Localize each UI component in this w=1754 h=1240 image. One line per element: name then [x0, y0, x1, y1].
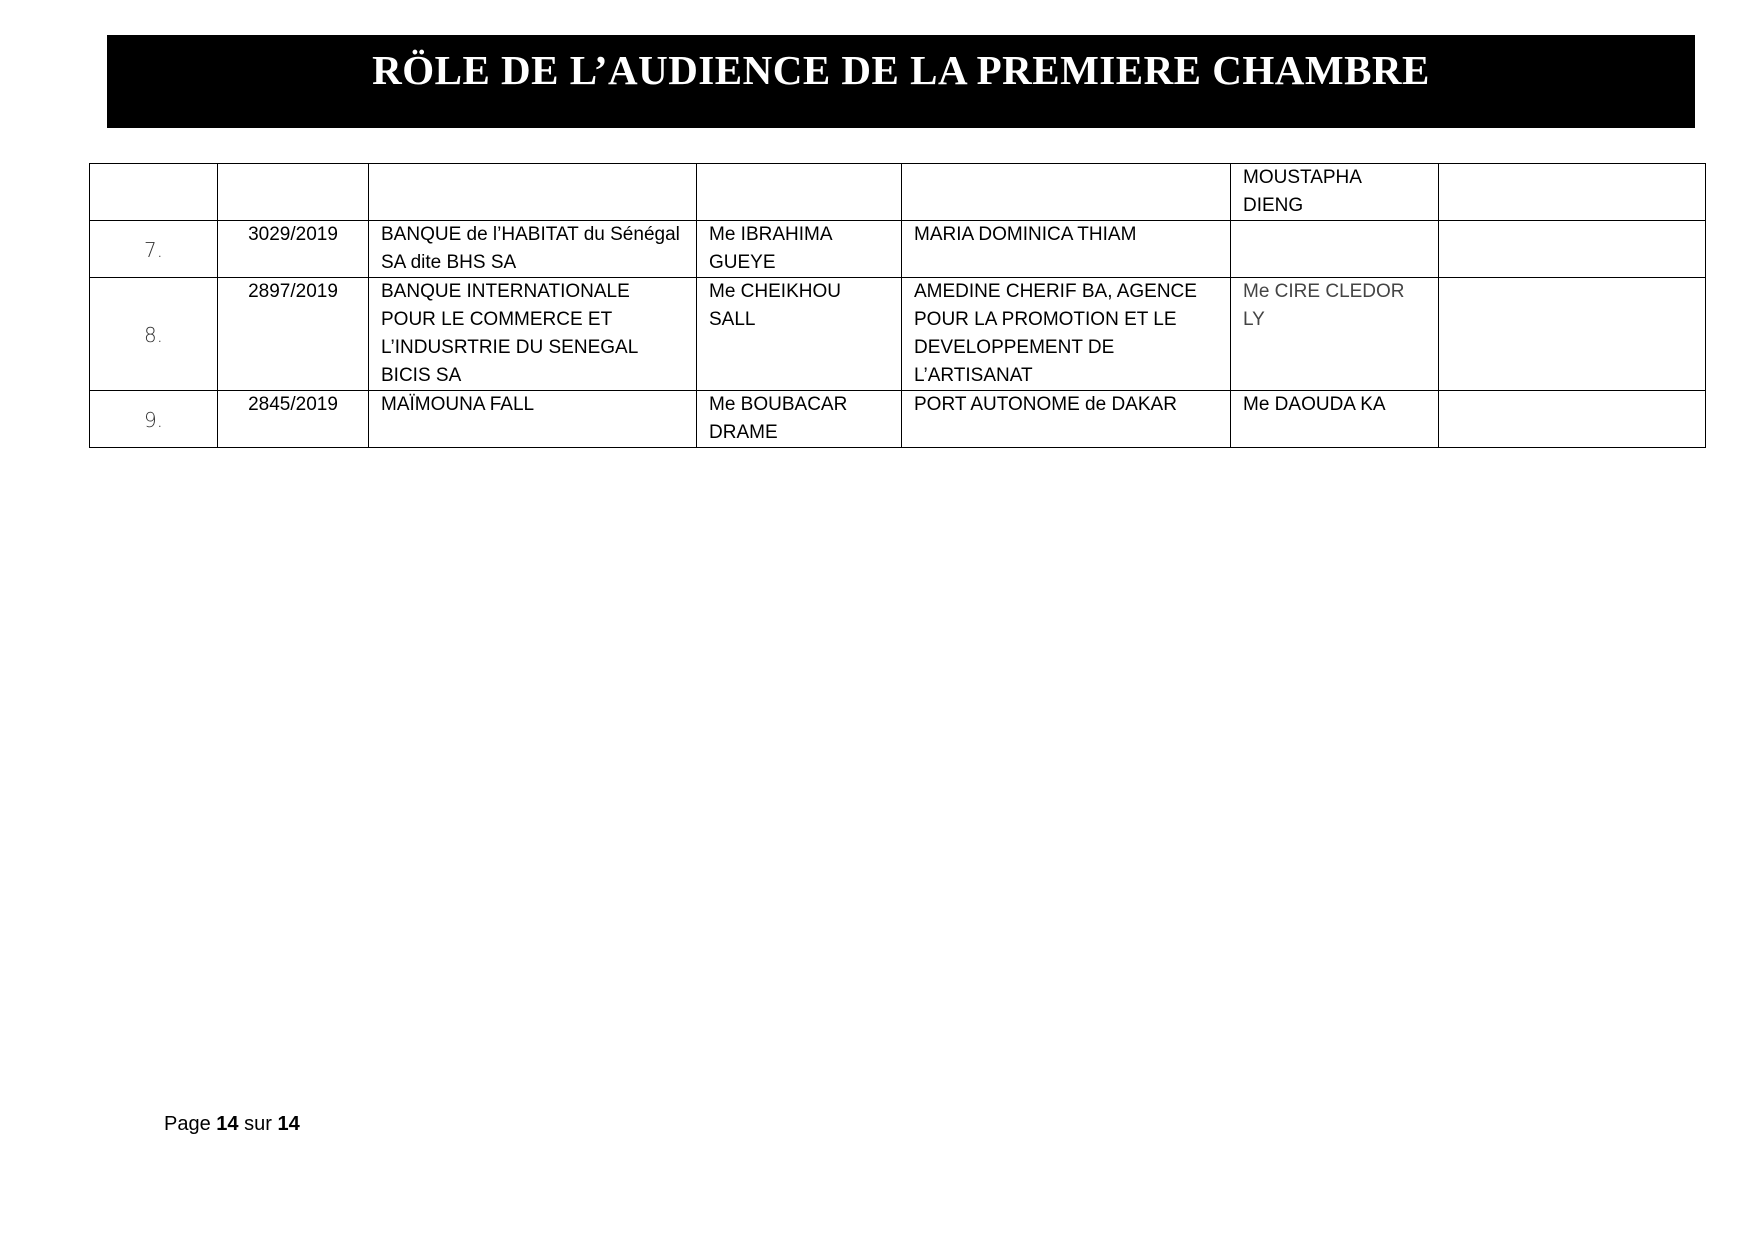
- total-pages-number: 14: [277, 1113, 300, 1135]
- plaintiff: [369, 164, 697, 221]
- plaintiff: BANQUE de l’HABITAT du Sénégal SA dite BHS SA: [369, 221, 697, 278]
- observations: [1439, 164, 1706, 221]
- header-banner: [107, 35, 1695, 128]
- page-footer: [164, 1113, 300, 1136]
- observations: [1439, 278, 1706, 391]
- case-number: 9.: [90, 391, 218, 448]
- case-reference: 3029/2019: [218, 221, 369, 278]
- case-number: 7.: [90, 221, 218, 278]
- defendant-lawyer: Me CIRE CLEDOR LY: [1231, 278, 1439, 391]
- defendant-lawyer: Me DAOUDA KA: [1231, 391, 1439, 448]
- case-number: [90, 164, 218, 221]
- table-row: [90, 221, 1706, 278]
- defendant-lawyer: [1231, 221, 1439, 278]
- defendant: PORT AUTONOME de DAKAR: [902, 391, 1231, 448]
- plaintiff: BANQUE INTERNATIONALE POUR LE COMMERCE ET L’INDUSRTRIE DU SENEGAL BICIS SA: [369, 278, 697, 391]
- defendant: [902, 164, 1231, 221]
- observations: [1439, 391, 1706, 448]
- plaintiff-lawyer: [697, 164, 902, 221]
- plaintiff-lawyer: Me IBRAHIMA GUEYE: [697, 221, 902, 278]
- plaintiff: MAÏMOUNA FALL: [369, 391, 697, 448]
- current-page-number: 14: [216, 1113, 239, 1135]
- case-reference: [218, 164, 369, 221]
- case-number: 8.: [90, 278, 218, 391]
- case-reference: 2897/2019: [218, 278, 369, 391]
- hearing-roll-table: [89, 163, 1706, 448]
- defendant-lawyer: MOUSTAPHA DIENG: [1231, 164, 1439, 221]
- table-row: [90, 164, 1706, 221]
- plaintiff-lawyer: Me BOUBACAR DRAME: [697, 391, 902, 448]
- observations: [1439, 221, 1706, 278]
- page-of-label: sur: [244, 1113, 272, 1135]
- defendant: AMEDINE CHERIF BA, AGENCE POUR LA PROMOTION ET LE DEVELOPPEMENT DE L’ARTISANAT: [902, 278, 1231, 391]
- plaintiff-lawyer: Me CHEIKHOU SALL: [697, 278, 902, 391]
- defendant: MARIA DOMINICA THIAM: [902, 221, 1231, 278]
- table-row: [90, 278, 1706, 391]
- page-title: RÖLE DE L’AUDIENCE DE LA PREMIERE CHAMBRE: [372, 47, 1430, 93]
- page-label: Page: [164, 1113, 211, 1135]
- case-reference: 2845/2019: [218, 391, 369, 448]
- table-row: [90, 391, 1706, 448]
